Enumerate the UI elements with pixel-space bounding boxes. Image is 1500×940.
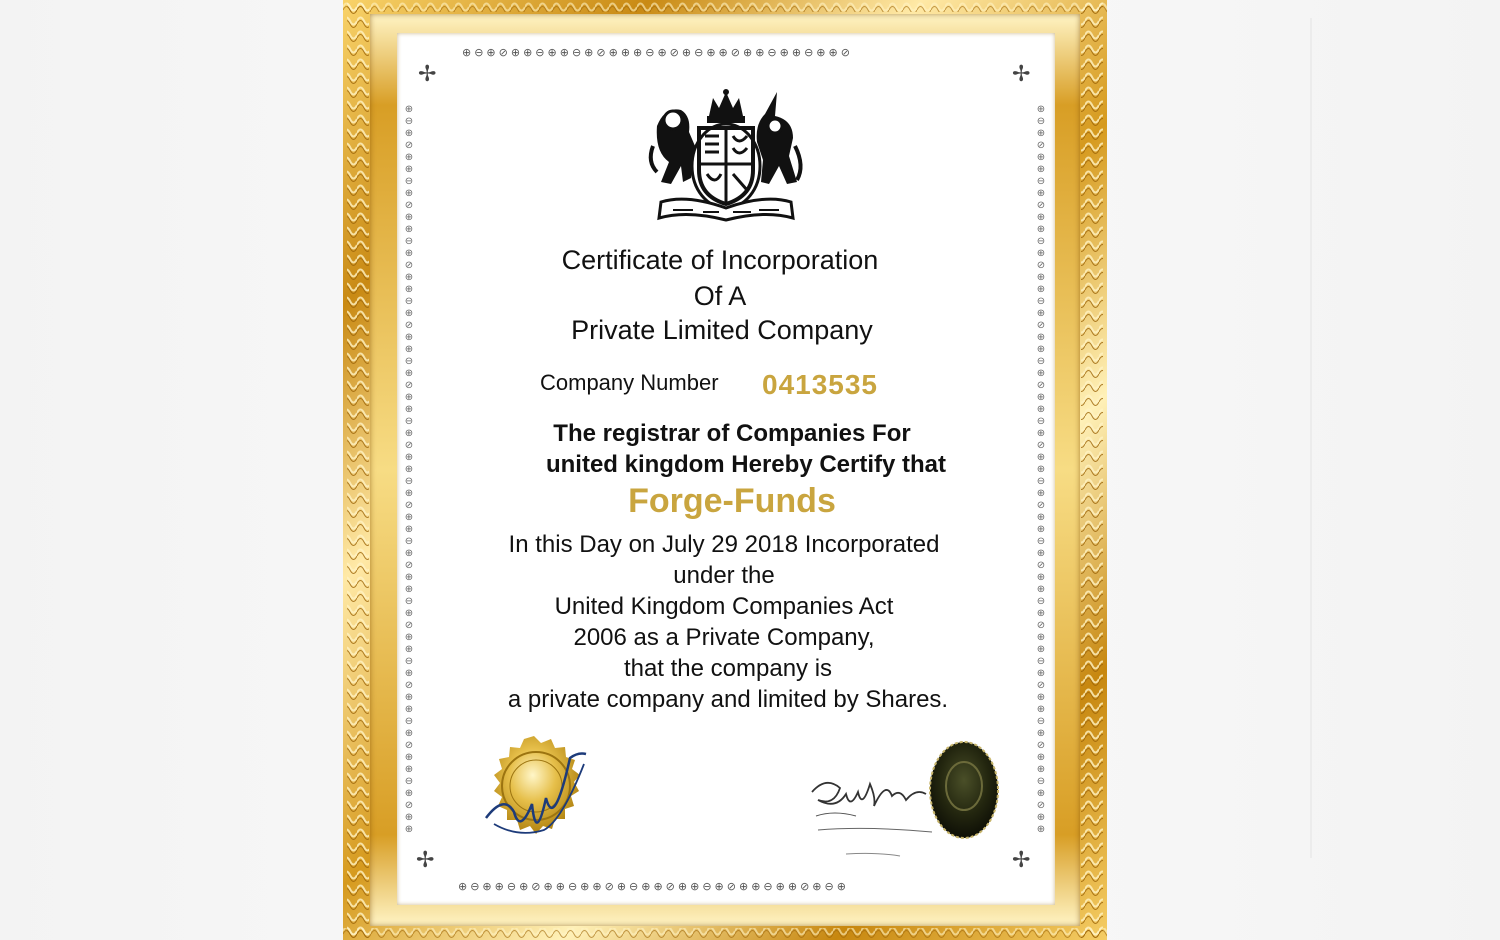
registrar-line-1: The registrar of Companies For [553, 420, 911, 447]
certificate-title-line-1: Certificate of Incorporation [561, 245, 879, 275]
body-line-3: United Kingdom Companies Act [554, 593, 894, 620]
top-border-glyphs: ⊕⊖⊕⊘⊕⊕⊖⊕⊕⊖⊕⊘⊕⊕⊕⊖⊕⊘⊕⊖⊕⊕⊘⊕⊕⊖⊕⊕⊖⊕⊕⊘ [462, 46, 853, 59]
gold-seal-icon [474, 734, 594, 852]
certificate-title-line-3: Private Limited Company [571, 315, 873, 345]
left-border-glyphs: ⊕ ⊖ ⊕ ⊘ ⊕ ⊕ ⊖ ⊕ ⊘ ⊕ ⊕ ⊖ ⊕ ⊘ ⊕ ⊕ ⊖ ⊕ ⊘ ⊕ ⊕ ⊖ ⊕ ⊘ ⊕ ⊕ ⊖ ⊕ ⊘ ⊕ ⊕ ⊖ ⊕ ⊘ ⊕ ⊕ ⊖ ⊕ ⊘ ⊕ ⊕ ⊖ ⊕ ⊘ ⊕ ⊕ ⊖ ⊕ ⊘ ⊕ ⊕ ⊖ ⊕ ⊘ ⊕ ⊕ ⊖ ⊕ ⊘ ⊕ ⊕ [404, 104, 414, 835]
body-line-1: In this Day on July 29 2018 Incorporated [508, 531, 940, 558]
royal-coat-of-arms-icon [647, 86, 805, 222]
body-line-6: a private company and limited by Shares. [507, 686, 949, 713]
body-line-4: 2006 as a Private Company, [573, 624, 875, 651]
company-number-label: Company Number [540, 370, 719, 395]
certificate-title-line-2: Of A [693, 281, 747, 311]
right-border-glyphs: ⊕ ⊖ ⊕ ⊘ ⊕ ⊕ ⊖ ⊕ ⊘ ⊕ ⊕ ⊖ ⊕ ⊘ ⊕ ⊕ ⊖ ⊕ ⊘ ⊕ ⊕ ⊖ ⊕ ⊘ ⊕ ⊕ ⊖ ⊕ ⊘ ⊕ ⊕ ⊖ ⊕ ⊘ ⊕ ⊕ ⊖ ⊕ ⊘ ⊕ ⊕ ⊖ ⊕ ⊘ ⊕ ⊕ ⊖ ⊕ ⊘ ⊕ ⊕ ⊖ ⊕ ⊘ ⊕ ⊕ ⊖ ⊕ ⊘ ⊕ ⊕ [1036, 104, 1046, 835]
corner-ornament-icon: ✢ [416, 848, 435, 873]
company-name: Forge-Funds [628, 482, 836, 520]
company-number-value: 0413535 [762, 369, 879, 400]
corner-ornament-icon: ✢ [1012, 848, 1031, 873]
body-line-2: under the [673, 562, 775, 589]
dark-seal-icon [926, 738, 1002, 842]
body-line-5: that the company is [623, 655, 833, 682]
registrar-line-2: united kingdom Hereby Certify that [545, 451, 947, 478]
background-shade [1310, 18, 1312, 858]
corner-ornament-icon: ✢ [418, 62, 437, 87]
bottom-border-glyphs: ⊕⊖⊕⊕⊖⊕⊘⊕⊕⊖⊕⊕⊘⊕⊖⊕⊕⊘⊕⊕⊖⊕⊘⊕⊕⊖⊕⊕⊘⊕⊖⊕ [458, 880, 849, 893]
registrar-signature [806, 770, 936, 862]
corner-ornament-icon: ✢ [1012, 62, 1031, 87]
